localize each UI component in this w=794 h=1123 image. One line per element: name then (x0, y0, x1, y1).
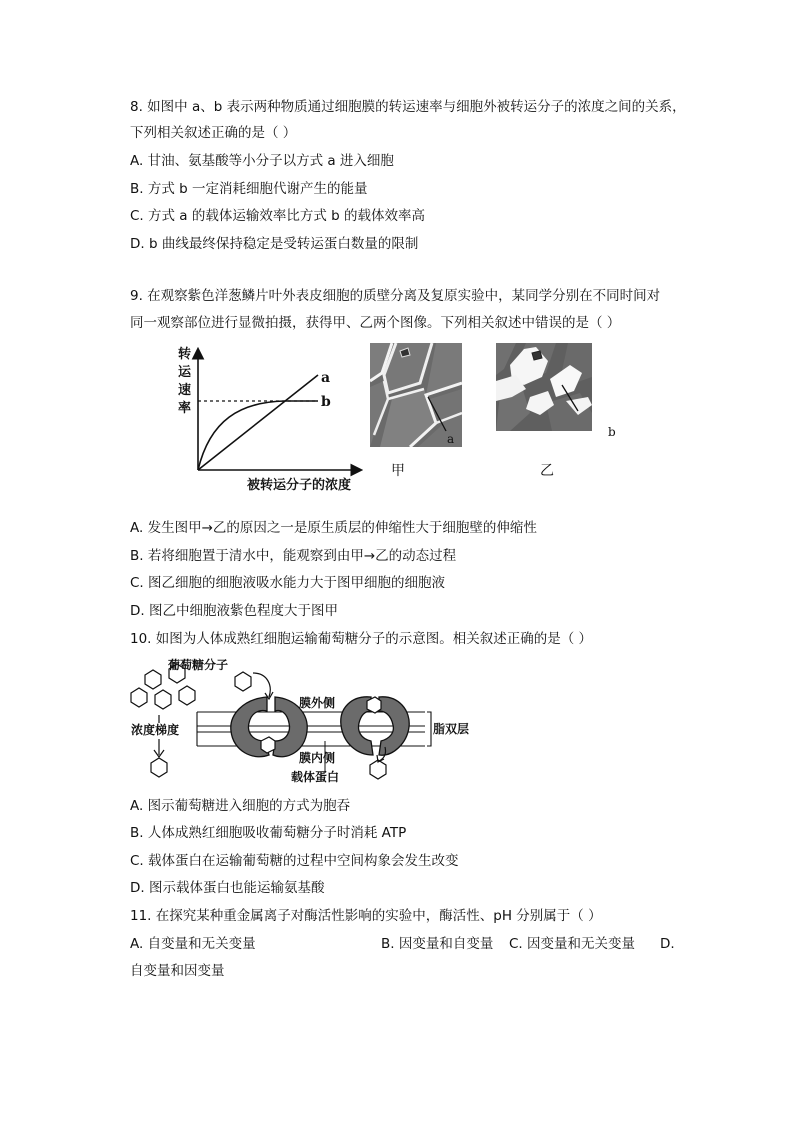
label-inside: 膜内侧 (299, 751, 336, 765)
glucose-molecule-icon (370, 760, 386, 779)
q9-option-a: A. 发生图甲→乙的原因之一是原生质层的伸缩性大于细胞壁的伸缩性 (130, 520, 537, 536)
glucose-molecule-icon (367, 697, 381, 713)
glucose-molecule-icon (145, 670, 161, 689)
glucose-molecule-icon (179, 686, 195, 705)
label-outside: 膜外侧 (299, 696, 336, 710)
glucose-molecule-icon (131, 688, 147, 707)
q11-stem: 11. 在探究某种重金属离子对酶活性影响的实验中，酶活性、pH 分别属于（ ） (130, 908, 602, 924)
graph-curve-a-label: a (321, 370, 331, 386)
glucose-molecule-icon (151, 758, 167, 777)
q9-option-c: C. 图乙细胞的细胞液吸水能力大于图甲细胞的细胞液 (130, 575, 446, 591)
label-carrier: 载体蛋白 (291, 770, 340, 784)
micrograph-yi (496, 343, 592, 431)
q10-option-a: A. 图示葡萄糖进入细胞的方式为胞吞 (130, 798, 351, 814)
graph-ylabel-3: 速 (178, 383, 192, 398)
q8-option-b: B. 方式 b 一定消耗细胞代谢产生的能量 (130, 181, 368, 197)
graph-ylabel-4: 率 (178, 401, 192, 416)
curve-a-line (198, 375, 318, 470)
graph-xlabel: 被转运分子的浓度 (247, 478, 352, 493)
graph-curve-b-label: b (321, 394, 331, 410)
q9-stem-line2: 同一观察部位进行显微拍摄，获得甲、乙两个图像。下列相关叙述中错误的是（ ） (130, 315, 621, 331)
micrograph-jia-label: a (447, 432, 455, 446)
q9-option-b: B. 若将细胞置于清水中，能观察到由甲→乙的动态过程 (130, 548, 457, 564)
label-glucose: 葡萄糖分子 (168, 658, 229, 672)
micrograph-yi-caption: 乙 (540, 463, 554, 479)
glucose-molecule-icon (235, 672, 251, 691)
q8-stem-line1: 8. 如图中 a、b 表示两种物质通过细胞膜的转运速率与细胞外被转运分子的浓度之间的关系， (130, 99, 686, 115)
q8-option-a: A. 甘油、氨基酸等小分子以方式 a 进入细胞 (130, 153, 394, 169)
curve-b-line (198, 401, 318, 470)
q11-option-b: B. 因变量和自变量 (381, 936, 494, 952)
q10-stem: 10. 如图为人体成熟红细胞运输葡萄糖分子的示意图。相关叙述正确的是（ ） (130, 631, 593, 647)
micrograph-jia-caption: 甲 (391, 463, 405, 479)
q8-option-d: D. b 曲线最终保持稳定是受转运蛋白数量的限制 (130, 236, 419, 252)
q8-stem-line2: 下列相关叙述正确的是（ ） (130, 125, 297, 141)
q10-option-b: B. 人体成熟红细胞吸收葡萄糖分子时消耗 ATP (130, 825, 407, 841)
label-gradient: 浓度梯度 (131, 723, 180, 737)
label-bilayer: 脂双层 (433, 722, 470, 736)
q11-option-a: A. 自变量和无关变量 (130, 936, 256, 952)
q10-option-c: C. 载体蛋白在运输葡萄糖的过程中空间构象会发生改变 (130, 853, 459, 869)
q9-option-d: D. 图乙中细胞液紫色程度大于图甲 (130, 603, 338, 619)
graph-ylabel-2: 运 (178, 365, 192, 380)
transport-rate-graph (170, 345, 370, 495)
q10-option-d: D. 图示载体蛋白也能运输氨基酸 (130, 880, 325, 896)
q11-option-d-letter: D. (660, 936, 675, 952)
q11-option-c: C. 因变量和无关变量 (509, 936, 636, 952)
glucose-molecule-icon (261, 737, 275, 753)
graph-ylabel-1: 转 (178, 347, 192, 362)
q9-stem-line1: 9. 在观察紫色洋葱鳞片叶外表皮细胞的质壁分离及复原实验中，某同学分别在不同时间对 (130, 288, 661, 304)
glucose-molecule-icon (155, 690, 171, 709)
micrograph-yi-label: b (608, 425, 616, 439)
q11-option-d-text: 自变量和因变量 (130, 963, 225, 979)
q8-option-c: C. 方式 a 的载体运输效率比方式 b 的载体效率高 (130, 208, 426, 224)
